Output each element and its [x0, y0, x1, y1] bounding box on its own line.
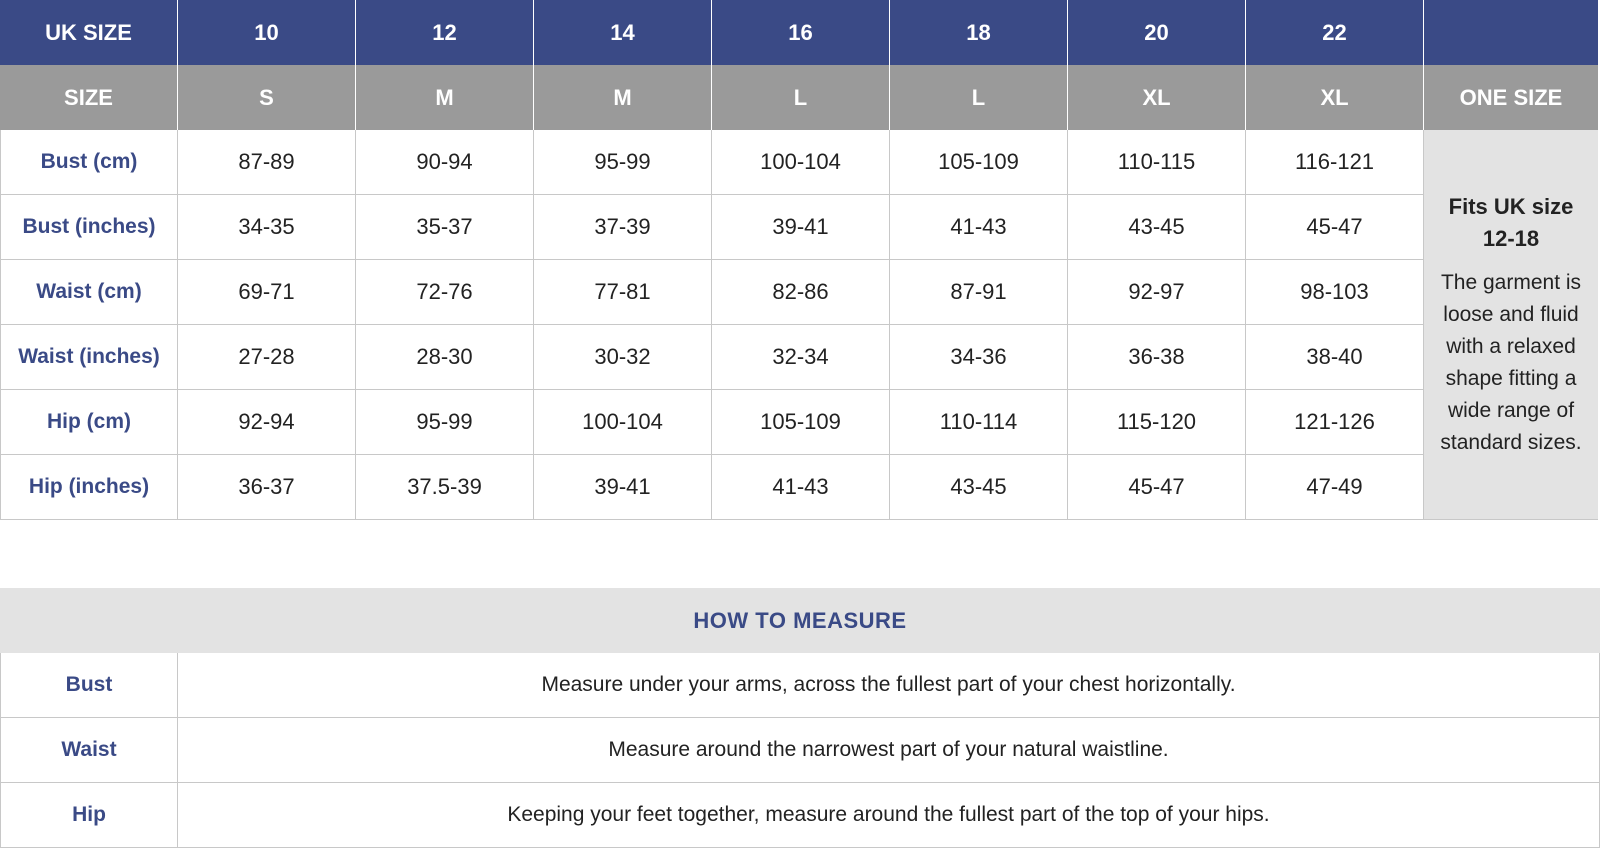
size-letter: M [534, 65, 712, 130]
table-cell: 72-76 [356, 260, 534, 325]
uk-size-10-header: 10 [178, 0, 356, 65]
row-label-hip-inches: Hip (inches) [0, 455, 178, 520]
table-cell: 34-36 [890, 325, 1068, 390]
one-size-header-blank [1424, 0, 1598, 65]
measure-label-waist: Waist [0, 718, 178, 783]
uk-size-16-header: 16 [712, 0, 890, 65]
table-cell: 95-99 [356, 390, 534, 455]
table-cell: 105-109 [712, 390, 890, 455]
table-cell: 43-45 [890, 455, 1068, 520]
uk-size-header-label: UK SIZE [0, 0, 178, 65]
table-cell: 98-103 [1246, 260, 1424, 325]
table-cell: 39-41 [534, 455, 712, 520]
table-cell: 69-71 [178, 260, 356, 325]
one-size-label: ONE SIZE [1424, 65, 1598, 130]
table-cell: 32-34 [712, 325, 890, 390]
row-label-waist-cm: Waist (cm) [0, 260, 178, 325]
table-cell: 100-104 [712, 130, 890, 195]
size-letter: L [890, 65, 1068, 130]
size-letter: XL [1246, 65, 1424, 130]
table-cell: 43-45 [1068, 195, 1246, 260]
table-cell: 82-86 [712, 260, 890, 325]
row-label-bust-inches: Bust (inches) [0, 195, 178, 260]
table-cell: 92-94 [178, 390, 356, 455]
table-cell: 27-28 [178, 325, 356, 390]
table-cell: 36-38 [1068, 325, 1246, 390]
measure-label-hip: Hip [0, 783, 178, 848]
table-cell: 37-39 [534, 195, 712, 260]
row-label-hip-cm: Hip (cm) [0, 390, 178, 455]
uk-size-18-header: 18 [890, 0, 1068, 65]
one-size-description: The garment is loose and fluid with a relaxed shape fitting a wide range of standard sizes. [1440, 270, 1582, 454]
uk-size-12-header: 12 [356, 0, 534, 65]
table-cell: 28-30 [356, 325, 534, 390]
table-cell: 36-37 [178, 455, 356, 520]
table-cell: 45-47 [1068, 455, 1246, 520]
uk-size-20-header: 20 [1068, 0, 1246, 65]
measure-label-bust: Bust [0, 653, 178, 718]
how-to-measure-title: HOW TO MEASURE [0, 588, 1600, 653]
table-cell: 87-89 [178, 130, 356, 195]
table-cell: 100-104 [534, 390, 712, 455]
table-cell: 121-126 [1246, 390, 1424, 455]
one-size-fits-text: Fits UK size 12-18 [1448, 193, 1574, 251]
table-cell: 38-40 [1246, 325, 1424, 390]
table-cell: 90-94 [356, 130, 534, 195]
size-letter: XL [1068, 65, 1246, 130]
table-cell: 41-43 [890, 195, 1068, 260]
table-cell: 115-120 [1068, 390, 1246, 455]
table-cell: 92-97 [1068, 260, 1246, 325]
table-cell: 110-115 [1068, 130, 1246, 195]
size-row-label: SIZE [0, 65, 178, 130]
table-cell: 30-32 [534, 325, 712, 390]
table-cell: 47-49 [1246, 455, 1424, 520]
table-cell: 77-81 [534, 260, 712, 325]
table-cell: 95-99 [534, 130, 712, 195]
table-cell: 105-109 [890, 130, 1068, 195]
table-cell: 39-41 [712, 195, 890, 260]
table-cell: 35-37 [356, 195, 534, 260]
table-cell: 116-121 [1246, 130, 1424, 195]
table-cell: 45-47 [1246, 195, 1424, 260]
table-cell: 87-91 [890, 260, 1068, 325]
measure-text-hip: Keeping your feet together, measure around the fullest part of the top of your hips. [178, 783, 1600, 848]
measure-text-waist: Measure around the narrowest part of your natural waistline. [178, 718, 1600, 783]
size-letter: S [178, 65, 356, 130]
one-size-note [1424, 130, 1598, 520]
table-cell: 110-114 [890, 390, 1068, 455]
row-label-waist-inches: Waist (inches) [0, 325, 178, 390]
table-cell: 41-43 [712, 455, 890, 520]
row-label-bust-cm: Bust (cm) [0, 130, 178, 195]
how-to-measure-table [0, 588, 1600, 848]
uk-size-22-header: 22 [1246, 0, 1424, 65]
measure-text-bust: Measure under your arms, across the fullest part of your chest horizontally. [178, 653, 1600, 718]
table-cell: 34-35 [178, 195, 356, 260]
size-letter: M [356, 65, 534, 130]
uk-size-14-header: 14 [534, 0, 712, 65]
size-letter: L [712, 65, 890, 130]
table-cell: 37.5-39 [356, 455, 534, 520]
